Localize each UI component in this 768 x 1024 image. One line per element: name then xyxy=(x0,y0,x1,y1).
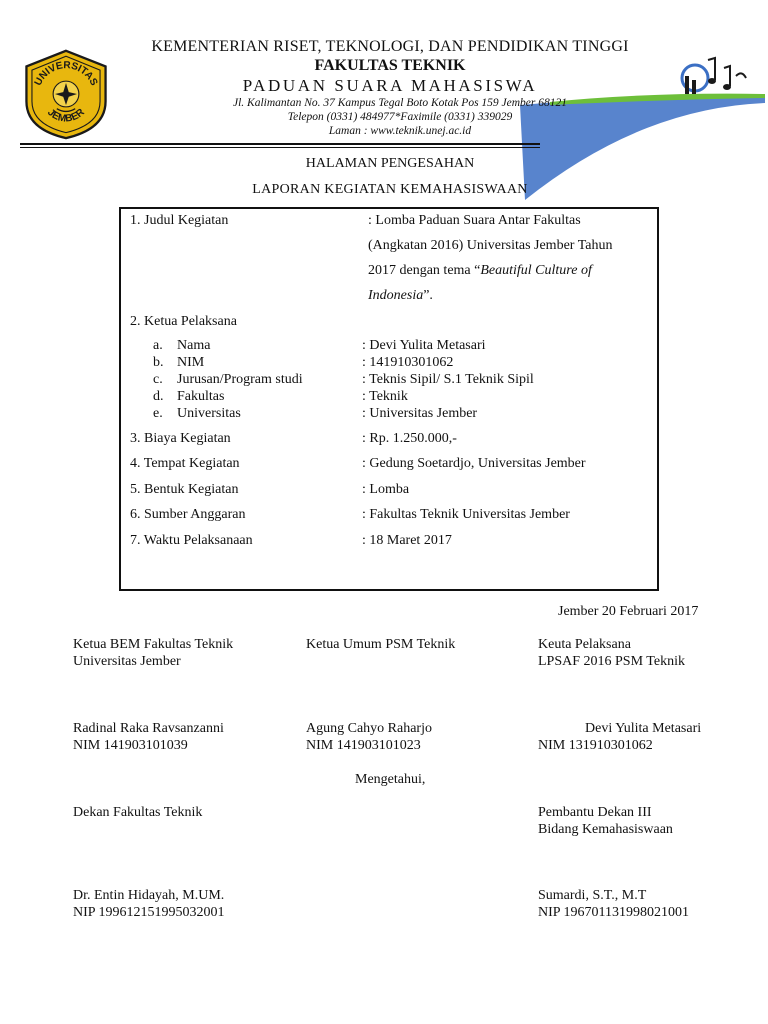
ketua-field-label: Jurusan/Program studi xyxy=(177,372,303,387)
sign-role-bem: Ketua BEM Fakultas Teknik xyxy=(73,637,234,652)
ketua-field-value: : Teknis Sipil/ S.1 Teknik Sipil xyxy=(362,372,534,387)
row-label: 4. Tempat Kegiatan xyxy=(130,456,240,471)
ketua-field-label: Fakultas xyxy=(177,389,225,404)
judul-line-3-text: 2017 dengan tema “ xyxy=(368,263,481,278)
university-logo xyxy=(20,48,112,140)
judul-line-2: (Angkatan 2016) Universitas Jember Tahun xyxy=(368,238,613,253)
faculty-name: FAKULTAS TEKNIK xyxy=(314,57,466,74)
ketua-letter: c. xyxy=(153,372,163,387)
judul-line-4-italic: Indonesia xyxy=(368,288,424,303)
address-line: Jl. Kalimantan No. 37 Kampus Tegal Boto Kotak Pos 159 Jember 68121 xyxy=(232,97,568,109)
row-label: 5. Bentuk Kegiatan xyxy=(130,482,239,497)
ketua-letter: b. xyxy=(153,355,164,370)
row-label: 7. Waktu Pelaksanaan xyxy=(130,533,253,548)
signer-id-pd3: NIP 196701131998021001 xyxy=(538,905,690,920)
sign-role-dekan: Dekan Fakultas Teknik xyxy=(73,805,203,820)
row-value: : Fakultas Teknik Universitas Jember xyxy=(362,507,570,522)
ketua-letter: e. xyxy=(153,406,163,421)
page-subtitle: LAPORAN KEGIATAN KEMAHASISWAAN xyxy=(252,182,528,197)
ketua-field-label: Nama xyxy=(177,338,211,353)
letterhead-rule xyxy=(20,143,540,145)
judul-line-4-text: ”. xyxy=(423,288,433,303)
website-line: Laman : www.teknik.unej.ac.id xyxy=(328,125,472,137)
row-value: : 18 Maret 2017 xyxy=(362,533,452,548)
sign-role-bem-2: Universitas Jember xyxy=(73,654,181,669)
ketua-letter: d. xyxy=(153,389,164,404)
sign-role-psm: Ketua Umum PSM Teknik xyxy=(306,637,456,652)
ketua-field-value: : 141910301062 xyxy=(362,355,454,370)
row-value: : Rp. 1.250.000,- xyxy=(362,431,457,446)
signer-id-psm: NIM 141903101023 xyxy=(306,738,421,753)
ketua-field-value: : Teknik xyxy=(362,389,408,404)
ketua-label: 2. Ketua Pelaksana xyxy=(130,314,237,329)
ketua-letter: a. xyxy=(153,338,163,353)
sign-role-pd3: Pembantu Dekan III xyxy=(538,805,652,820)
ketua-field-label: Universitas xyxy=(177,406,241,421)
letterhead-rule-thin xyxy=(20,147,540,148)
sign-role-pd3-2: Bidang Kemahasiswaan xyxy=(538,822,673,837)
judul-line-3 xyxy=(368,258,648,283)
signer-name-pd3: Sumardi, S.T., M.T xyxy=(538,888,647,903)
signer-name-psm: Agung Cahyo Raharjo xyxy=(306,721,432,736)
judul-value xyxy=(368,208,648,308)
logo-text-bottom: JEMBER xyxy=(45,106,87,125)
row-label: 6. Sumber Anggaran xyxy=(130,507,246,522)
signer-id-bem: NIM 141903101039 xyxy=(73,738,188,753)
row-value: : Gedung Soetardjo, Universitas Jember xyxy=(362,456,586,471)
signer-name-bem: Radinal Raka Ravsanzanni xyxy=(73,721,224,736)
judul-label: 1. Judul Kegiatan xyxy=(130,213,229,228)
sign-date: Jember 20 Februari 2017 xyxy=(558,604,699,619)
row-label: 3. Biaya Kegiatan xyxy=(130,431,231,446)
page-title: HALAMAN PENGESAHAN xyxy=(305,156,475,171)
row-value: : Lomba xyxy=(362,482,410,497)
signer-name-ketua: Devi Yulita Metasari xyxy=(585,721,702,736)
ministry-name: KEMENTERIAN RISET, TEKNOLOGI, DAN PENDIDIKAN TINGGI xyxy=(151,38,629,55)
judul-line-1: : Lomba Paduan Suara Antar Fakultas xyxy=(368,213,581,228)
judul-line-4 xyxy=(368,283,648,308)
ketua-field-label: NIM xyxy=(177,355,205,370)
signer-name-dekan: Dr. Entin Hidayah, M.UM. xyxy=(73,888,225,903)
sign-role-ketua: Keuta Pelaksana xyxy=(538,637,631,652)
logo-text-top: UNIVERSITAS xyxy=(32,60,100,88)
signer-id-ketua: NIM 131910301062 xyxy=(538,738,653,753)
ketua-field-value: : Devi Yulita Metasari xyxy=(362,338,486,353)
phone-line: Telepon (0331) 484977*Faximile (0331) 339029 xyxy=(287,111,513,123)
sign-role-ketua-2: LPSAF 2016 PSM Teknik xyxy=(538,654,685,669)
signer-id-dekan: NIP 199612151995032001 xyxy=(73,905,225,920)
organization-name: PADUAN SUARA MAHASISWA xyxy=(242,76,538,95)
mengetahui-label: Mengetahui, xyxy=(355,772,426,787)
judul-line-3-italic: Beautiful Culture of xyxy=(480,263,592,278)
ketua-field-value: : Universitas Jember xyxy=(362,406,478,421)
